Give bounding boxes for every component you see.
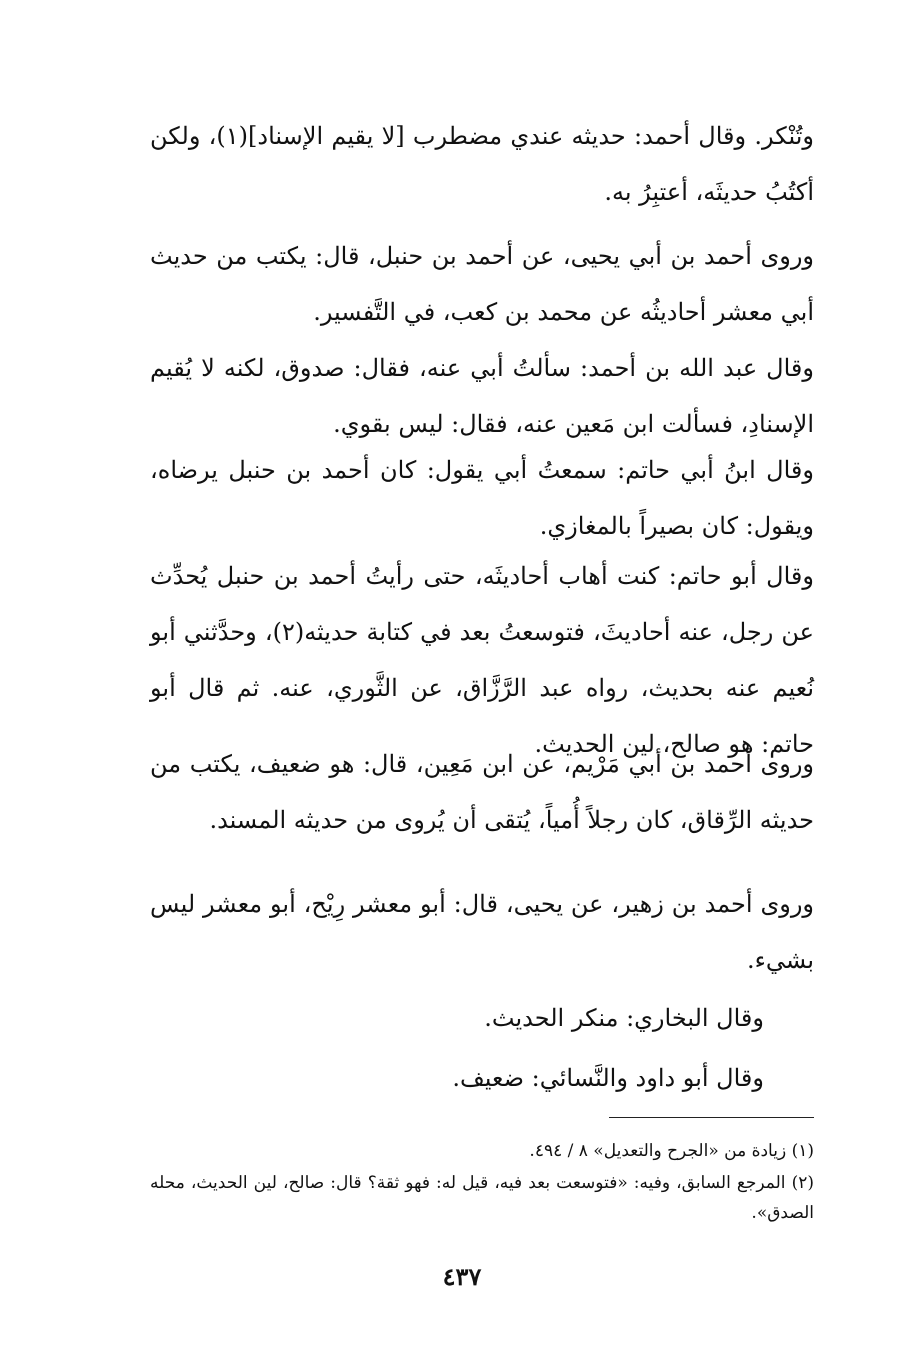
paragraph-5: وقال أبو حاتم: كنت أهاب أحاديثَه، حتى رأيتُ أحمد بن حنبل يُحدِّث عن رجل، عنه أحاديثَ، فتوسعتُ بعد في كتابة حديثه(٢)، وحدَّثني أبو نُعيم عنه بحديث، رواه عبد الرَّزَّاق، عن الثَّوري، عنه. ثم قال أبو حاتم: هو صالح، لين الحديث. bbox=[150, 562, 814, 758]
paragraph-3: وقال عبد الله بن أحمد: سألتُ أبي عنه، فقال: صدوق، لكنه لا يُقيم الإسنادِ، فسألت ابن مَعين عنه، فقال: ليس بقوي. bbox=[150, 354, 814, 438]
footnote-2: (٢) المرجع السابق، وفيه: «فتوسعت بعد فيه، قيل له: فهو ثقة؟ قال: صالح، لين الحديث، محله الصدق». bbox=[150, 1173, 814, 1223]
paragraph-2: وروى أحمد بن أبي يحيى، عن أحمد بن حنبل، قال: يكتب من حديث أبي معشر أحاديثُه عن محمد بن كعب، في التَّفسير. bbox=[150, 242, 814, 326]
paragraph-4: وقال ابنُ أبي حاتم: سمعتُ أبي يقول: كان أحمد بن حنبل يرضاه، ويقول: كان بصيراً بالمغازي. bbox=[150, 456, 814, 540]
footnote-1: (١) زيادة من «الجرح والتعديل» ٨ / ٤٩٤. bbox=[529, 1141, 814, 1161]
paragraph-6: وروى أحمد بن أبي مَرْيم، عن ابن مَعِين، قال: هو ضعيف، يكتب من حديثه الرِّقاق، كان رجلاً أُمياً، يُتقى أن يُروى من حديثه المسند. bbox=[150, 750, 814, 834]
footnote-divider bbox=[609, 1117, 814, 1118]
footnotes bbox=[150, 1136, 814, 1230]
paragraph-9: وقال أبو داود والنَّسائي: ضعيف. bbox=[452, 1064, 764, 1092]
paragraph-8: وقال البخاري: منكر الحديث. bbox=[484, 1004, 764, 1032]
paragraph-1: وتُنْكر. وقال أحمد: حديثه عندي مضطرب [لا يقيم الإسناد](١)، ولكن أكتُبُ حديثَه، أعتبِرُ به. bbox=[150, 122, 814, 206]
page-number: ٤٣٧ bbox=[442, 1262, 482, 1291]
paragraph-7: وروى أحمد بن زهير، عن يحيى، قال: أبو معشر رِيْح، أبو معشر ليس بشيء. bbox=[150, 890, 814, 974]
